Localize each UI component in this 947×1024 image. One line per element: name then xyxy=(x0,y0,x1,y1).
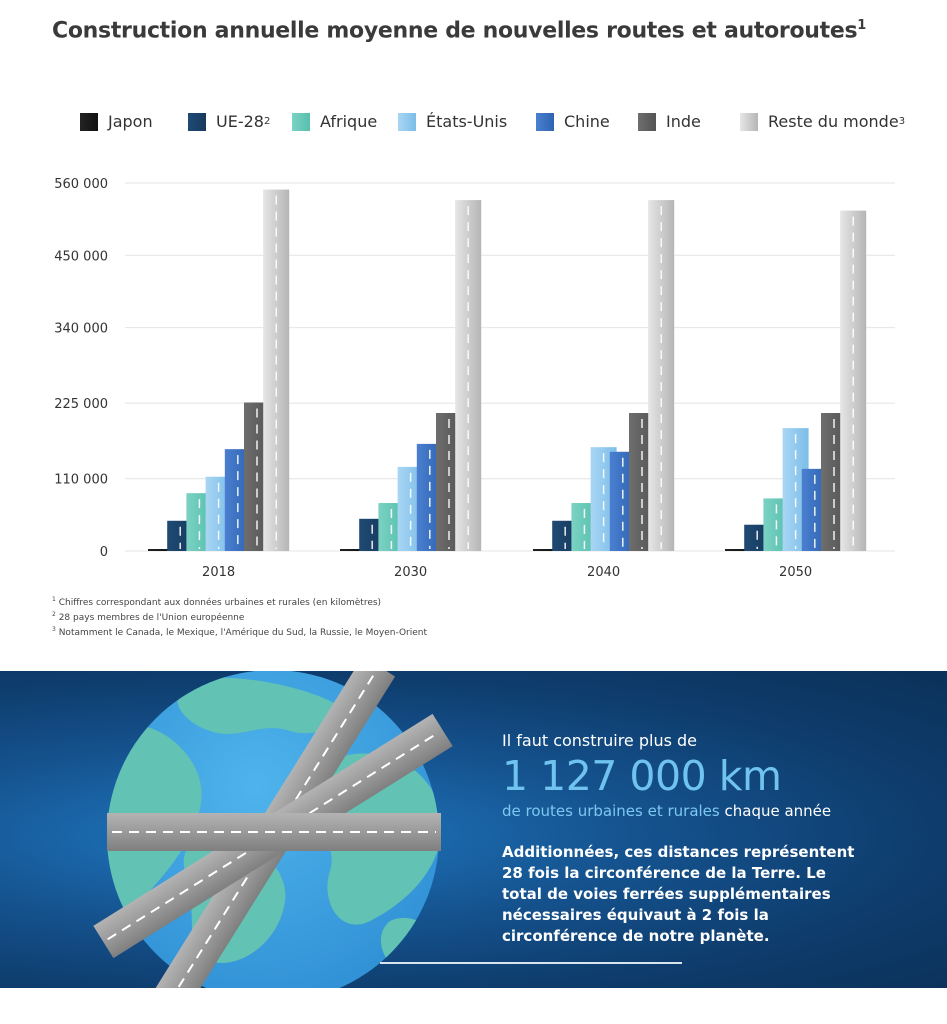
banner-paragraph: Additionnées, ces distances représentent 28 fois la circonférence de la Terre. Le total de voies ferrées supplémentaires nécessaires équivaut à 2 fois la circonférence de notre planète. xyxy=(502,843,855,945)
banner-big-number: 1 127 000 km xyxy=(502,752,782,800)
legend-item-chine xyxy=(536,112,610,131)
y-tick-label: 110 000 xyxy=(54,472,108,488)
x-tick-label-2050: 2050 xyxy=(779,565,813,580)
footnote-1: $^1$ Chiffres correspondant aux données urbaines et rurales (en kilomètres) xyxy=(52,596,382,608)
footnote-3: $^3$ Notamment le Canada, le Mexique, l'Amérique du Sud, la Russie, le Moyen-Orient xyxy=(52,626,427,638)
chart-title: Construction annuelle moyenne de nouvelles routes et autoroutes$^1$ xyxy=(52,18,867,44)
legend-swatch xyxy=(536,113,554,131)
y-tick-label: 560 000 xyxy=(54,177,108,192)
bar-chart xyxy=(0,160,947,588)
road-horizontal xyxy=(107,813,441,851)
legend-swatch xyxy=(638,113,656,131)
legend-label: UE-28 xyxy=(216,112,264,131)
chart-legend xyxy=(80,112,930,138)
footnote-2: $^2$ 28 pays membres de l'Union européenne xyxy=(52,611,245,623)
legend-item-japon xyxy=(80,112,153,131)
legend-item-ue-28: UE-28 2 xyxy=(188,112,270,131)
banner-intro: Il faut construire plus de xyxy=(502,731,698,750)
x-tick-label-2040: 2040 xyxy=(587,565,621,580)
legend-label: Afrique xyxy=(320,112,378,131)
banner-rule xyxy=(380,962,682,964)
y-tick-label: 340 000 xyxy=(54,321,108,337)
legend-swatch xyxy=(740,113,758,131)
globe-with-roads-icon xyxy=(0,671,500,988)
legend-swatch xyxy=(292,113,310,131)
legend-item-inde xyxy=(638,112,701,131)
legend-label: États-Unis xyxy=(426,112,508,131)
legend-label: Chine xyxy=(564,112,610,131)
banner-text xyxy=(502,731,922,947)
legend-label: Inde xyxy=(666,112,701,131)
y-tick-label: 450 000 xyxy=(54,249,108,265)
legend-swatch xyxy=(80,113,98,131)
x-tick-label-2030: 2030 xyxy=(394,565,428,580)
footnotes xyxy=(52,594,427,639)
legend-swatch xyxy=(398,113,416,131)
y-tick-label: 225 000 xyxy=(54,397,108,413)
legend-label: Reste du monde xyxy=(768,112,899,131)
legend-item-etats-unis xyxy=(398,112,507,131)
y-tick-label: 0 xyxy=(99,545,108,560)
info-banner xyxy=(0,671,947,988)
legend-swatch xyxy=(188,113,206,131)
legend-item-reste-du-monde: Reste du monde 3 xyxy=(740,112,905,131)
x-tick-label-2018: 2018 xyxy=(202,565,236,580)
legend-label: Japon xyxy=(108,112,153,131)
banner-subline: de routes urbaines et rurales chaque année xyxy=(502,802,832,820)
legend-item-afrique xyxy=(292,112,377,131)
